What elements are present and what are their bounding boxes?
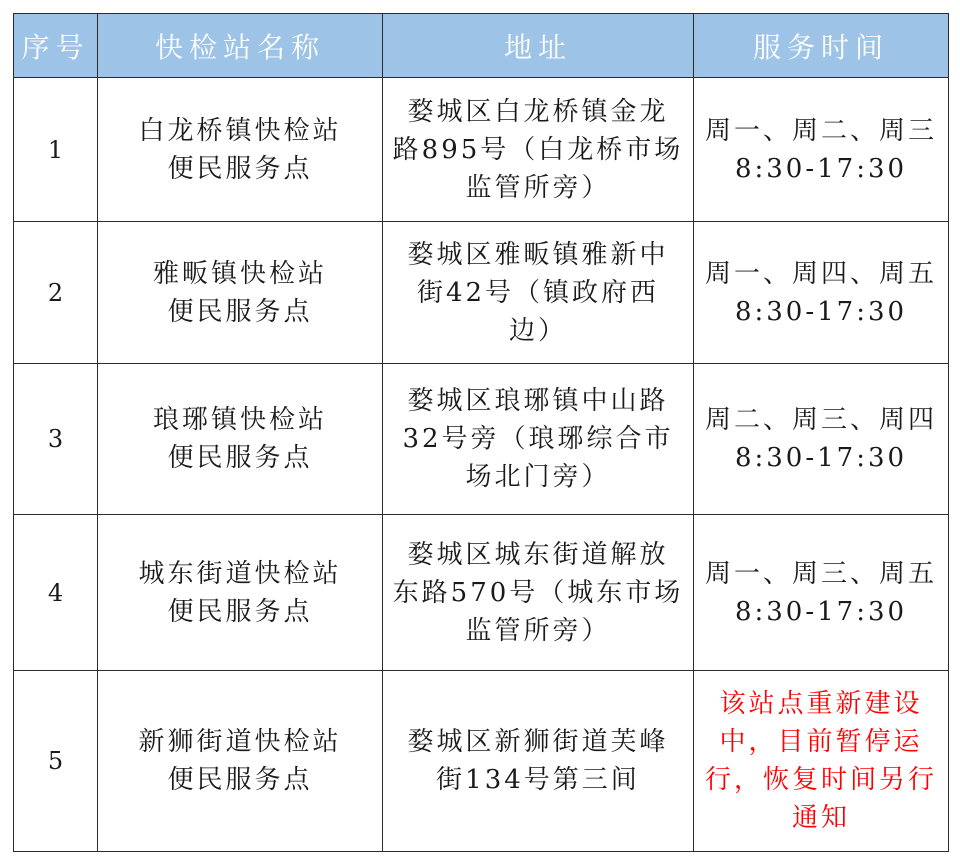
service-hours-line: 周一、周四、周五 bbox=[704, 258, 937, 289]
address-line: 婺城区琅琊镇中山路 bbox=[407, 386, 669, 416]
address-line: 监管所旁） bbox=[465, 172, 611, 203]
station-name-line: 雅畈镇快检站 bbox=[152, 258, 327, 289]
row-serial-number: 2 bbox=[14, 222, 98, 364]
rapid-test-station-table bbox=[13, 13, 949, 852]
address-line: 监管所旁） bbox=[465, 615, 611, 646]
service-hours-cell bbox=[694, 222, 949, 364]
table-row bbox=[14, 364, 949, 515]
station-name-cell bbox=[98, 222, 383, 364]
table-row bbox=[14, 78, 949, 222]
address-line: 婺城区雅畈镇雅新中 bbox=[407, 239, 669, 270]
service-hours-cell bbox=[694, 515, 949, 671]
row-serial-number: 1 bbox=[14, 78, 98, 222]
row-serial-number: 5 bbox=[14, 671, 98, 852]
row-serial-number: 3 bbox=[14, 364, 98, 515]
suspension-notice-line: 通知 bbox=[791, 803, 850, 833]
header-row bbox=[14, 14, 949, 78]
station-name-line: 便民服务点 bbox=[167, 765, 313, 795]
header-station-name: 快检站名称 bbox=[98, 14, 383, 78]
station-name-line: 新狮街道快检站 bbox=[138, 727, 342, 757]
address-cell bbox=[383, 222, 694, 364]
address-line: 场北门旁） bbox=[465, 462, 611, 492]
station-name-line: 便民服务点 bbox=[167, 153, 313, 184]
service-hours-line: 8:30-17:30 bbox=[734, 296, 908, 327]
station-name-line: 便民服务点 bbox=[167, 443, 313, 473]
station-name-cell bbox=[98, 515, 383, 671]
address-line: 边） bbox=[508, 315, 567, 346]
table-row bbox=[14, 671, 949, 852]
address-line: 婺城区白龙桥镇金龙 bbox=[407, 96, 669, 127]
suspension-notice-line: 中，目前暂停运 bbox=[719, 727, 923, 757]
suspension-notice-line: 该站点重新建设 bbox=[719, 689, 923, 719]
header-address: 地址 bbox=[383, 14, 694, 78]
address-cell bbox=[383, 515, 694, 671]
suspension-notice-cell bbox=[694, 671, 949, 852]
station-name-line: 琅琊镇快检站 bbox=[152, 405, 327, 435]
station-name-line: 城东街道快检站 bbox=[138, 558, 342, 589]
address-line: 街42号（镇政府西 bbox=[416, 277, 660, 308]
table-row bbox=[14, 222, 949, 364]
service-hours-line: 8:30-17:30 bbox=[734, 153, 908, 184]
service-hours-line: 周一、周三、周五 bbox=[704, 558, 937, 589]
service-hours-cell bbox=[694, 364, 949, 515]
address-line: 32号旁（琅琊综合市 bbox=[402, 424, 674, 454]
address-cell bbox=[383, 364, 694, 515]
address-line: 东路570号（城东市场 bbox=[392, 577, 684, 608]
station-name-line: 白龙桥镇快检站 bbox=[138, 115, 342, 146]
station-name-line: 便民服务点 bbox=[167, 296, 313, 327]
station-name-cell bbox=[98, 671, 383, 852]
row-serial-number: 4 bbox=[14, 515, 98, 671]
address-line: 路895号（白龙桥市场 bbox=[392, 134, 684, 165]
suspension-notice-line: 行，恢复时间另行 bbox=[704, 765, 937, 795]
address-line: 婺城区城东街道解放 bbox=[407, 539, 669, 570]
address-cell bbox=[383, 671, 694, 852]
service-hours-cell bbox=[694, 78, 949, 222]
address-line: 婺城区新狮街道芙峰 bbox=[407, 727, 669, 757]
address-cell bbox=[383, 78, 694, 222]
service-hours-line: 周一、周二、周三 bbox=[704, 115, 937, 146]
station-name-line: 便民服务点 bbox=[167, 596, 313, 627]
header-serial-number: 序号 bbox=[14, 14, 98, 78]
service-hours-line: 周二、周三、周四 bbox=[704, 405, 937, 435]
service-hours-line: 8:30-17:30 bbox=[734, 443, 908, 473]
address-line: 街134号第三间 bbox=[436, 765, 640, 795]
station-name-cell bbox=[98, 78, 383, 222]
header-service-hours: 服务时间 bbox=[694, 14, 949, 78]
table-row bbox=[14, 515, 949, 671]
service-hours-line: 8:30-17:30 bbox=[734, 596, 908, 627]
station-name-cell bbox=[98, 364, 383, 515]
